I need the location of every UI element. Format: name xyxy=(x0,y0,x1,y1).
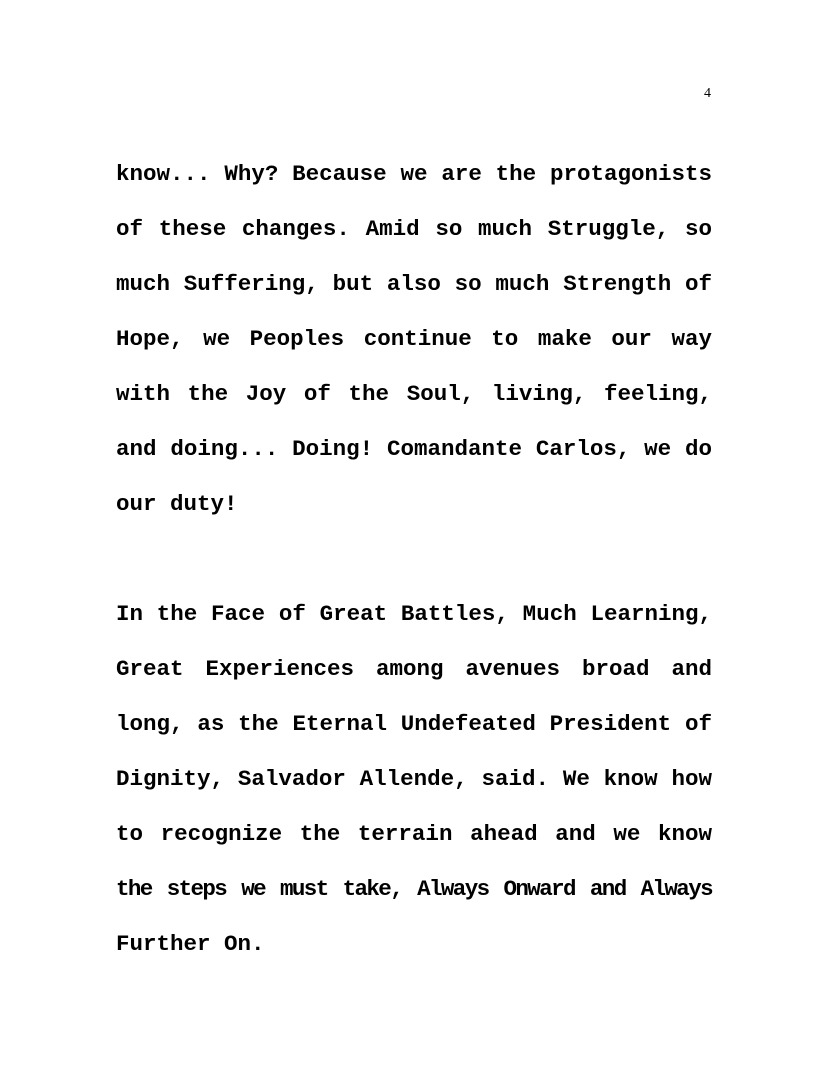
paragraph-2-line-2: Great Experiences among avenues broad and xyxy=(116,656,712,682)
paragraph-2-line-1: In the Face of Great Battles, Much Learning, xyxy=(116,601,712,627)
paragraph-1-line-3: much Suffering, but also so much Strength of xyxy=(116,271,712,297)
paragraph-2-line-5: to recognize the terrain ahead and we know xyxy=(116,821,712,847)
page-number: 4 xyxy=(704,86,711,101)
paragraph-2-line-3: long, as the Eternal Undefeated President of xyxy=(116,711,712,737)
paragraph-1-line-6: and doing... Doing! Comandante Carlos, we do xyxy=(116,436,712,462)
paragraph-2-line-4: Dignity, Salvador Allende, said. We know how xyxy=(116,766,712,792)
paragraph-1-line-7: our duty! xyxy=(116,491,238,517)
paragraph-1-line-4: Hope, we Peoples continue to make our way xyxy=(116,326,712,352)
paragraph-1-line-2: of these changes. Amid so much Struggle, so xyxy=(116,216,712,242)
paragraph-1-line-1: know... Why? Because we are the protagonists xyxy=(116,161,712,187)
paragraph-2-line-6: the steps we must take, Always Onward and Always xyxy=(116,876,712,902)
paragraph-1-line-5: with the Joy of the Soul, living, feeling, xyxy=(116,381,712,407)
paragraph-2-line-7: Further On. xyxy=(116,931,265,957)
